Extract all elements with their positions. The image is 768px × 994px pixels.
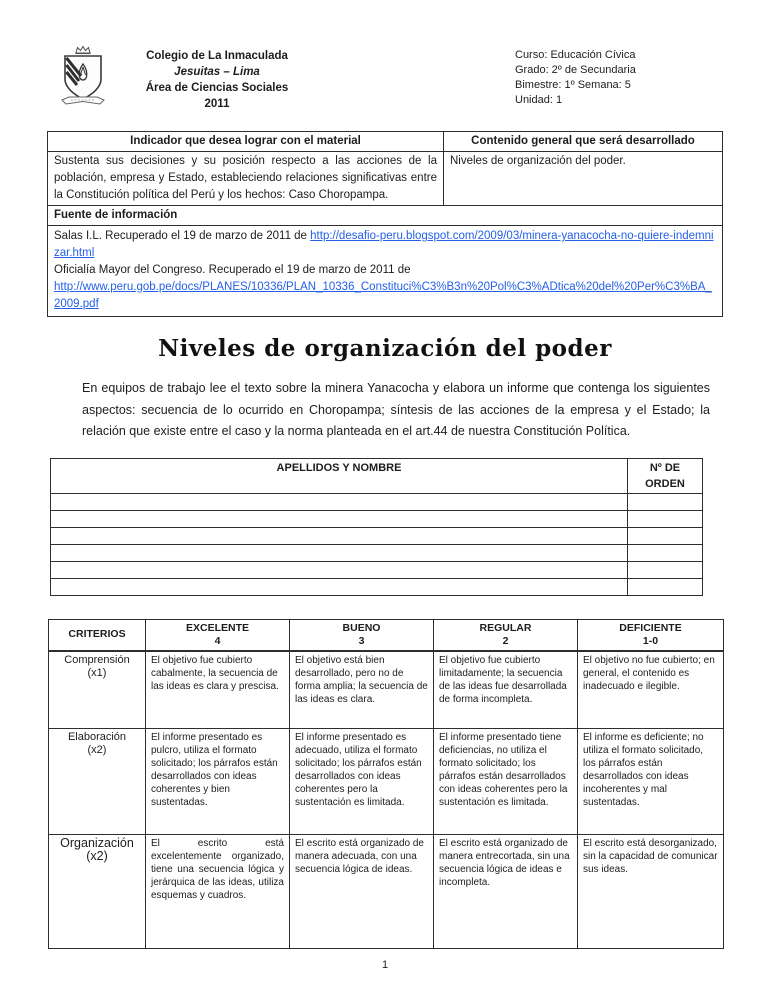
- criterion-label: [49, 651, 146, 729]
- school-year: 2011: [204, 98, 230, 110]
- rubric-cell: El informe presentado es pulcro, utiliza el formato solicitado; los párrafos están desarrollados con ideas coherentes y bien sustentadas.: [146, 729, 290, 835]
- names-empty-row: [51, 561, 703, 578]
- indicator-table-header-row: [48, 132, 723, 152]
- level-score: 2: [502, 634, 509, 647]
- criterion-weight: (x1): [87, 666, 107, 679]
- source1-link[interactable]: http://desafio-peru.blogspot.com/2009/03/minera-yanacocha-no-quiere-indemnizar.html: [54, 230, 714, 259]
- rubric-cell: El escrito está organizado de manera adecuada, con una secuencia lógica de ideas.: [290, 835, 434, 949]
- rubric-cell: El informe presentado es adecuado, utiliza el formato solicitado; los párrafos están desarrollados con ideas coherentes pero la sustentación es limitada.: [290, 729, 434, 835]
- school-text: [117, 44, 317, 112]
- criterion-label: [49, 835, 146, 949]
- rubric-row-organizacion: [49, 835, 724, 949]
- content-column-header: Contenido general que será desarrollado: [444, 132, 723, 152]
- rubric-cell: El objetivo fue cubierto cabalmente, la secuencia de las ideas es clara y prescisa.: [146, 651, 290, 729]
- criterion-label: [49, 729, 146, 835]
- rubric-header-regular: [434, 619, 578, 651]
- order-cell: [628, 527, 703, 544]
- rubric-row-comprension: [49, 651, 724, 729]
- order-cell: [628, 510, 703, 527]
- rubric-cell: El escrito está desorganizado, sin la capacidad de comunicar sus ideas.: [578, 835, 724, 949]
- order-cell: [628, 544, 703, 561]
- document-header: [47, 44, 723, 114]
- school-crest-icon: [57, 44, 109, 110]
- names-table-header-row: [51, 458, 703, 493]
- name-cell: [51, 578, 628, 595]
- names-empty-row: [51, 510, 703, 527]
- rubric-cell: El objetivo está bien desarrollado, pero no de forma amplia; la secuencia de las ideas es clara.: [290, 651, 434, 729]
- sources-header: Fuente de información: [48, 206, 723, 226]
- rubric-cell: El escrito está excelentemente organizado, tiene una secuencia lógica y jerárquica de las ideas, utiliza esquemas y cuadros.: [146, 835, 290, 949]
- names-column-header: APELLIDOS Y NOMBRE: [51, 458, 628, 493]
- source2-text: Oficialía Mayor del Congreso. Recuperado el 19 de marzo de 2011 de: [54, 264, 411, 276]
- sources-header-row: [48, 206, 723, 226]
- rubric-cell: El objetivo no fue cubierto; en general, el contenido es inadecuado e ilegible.: [578, 651, 724, 729]
- names-table: [50, 458, 703, 596]
- name-cell: [51, 510, 628, 527]
- criterion-name: Organización: [60, 836, 134, 850]
- level-label: BUENO: [342, 621, 381, 634]
- rubric-cell: El escrito está organizado de manera entrecortada, sin una secuencia lógica de ideas e incompleta.: [434, 835, 578, 949]
- page-title: Niveles de organización del poder: [158, 335, 612, 362]
- name-cell: [51, 561, 628, 578]
- indicator-table-body-row: [48, 152, 723, 206]
- names-empty-row: [51, 578, 703, 595]
- level-label: DEFICIENTE: [619, 621, 682, 634]
- order-column-header: Nº DE ORDEN: [628, 458, 703, 493]
- school-department: Área de Ciencias Sociales: [145, 82, 289, 94]
- indicator-column-header: Indicador que desea lograr con el material: [48, 132, 444, 152]
- sources-cell: [48, 226, 723, 317]
- source1-text: Salas I.L. Recuperado el 19 de marzo de 2011 de: [54, 230, 311, 242]
- rubric-header-row: [49, 619, 724, 651]
- level-score: 4: [214, 634, 221, 647]
- rubric-header-excelente: [146, 619, 290, 651]
- level-label: EXCELENTE: [185, 621, 249, 634]
- content-text: Niveles de organización del poder.: [444, 152, 723, 206]
- source2-link[interactable]: http://www.peru.gob.pe/docs/PLANES/10336/PLAN_10336_Constituci%C3%B3n%20Pol%C3%ADtica%20del%20Per%C3%BA_2009.pdf: [54, 281, 712, 310]
- school-name: Colegio de La Inmaculada: [146, 50, 288, 62]
- indicator-text: Sustenta sus decisiones y su posición respecto a las acciones de la población, empresa y Estado, estableciendo relaciones significativas entre la Constitución política del Perú y los hechos: Caso Choropampa.: [48, 152, 444, 206]
- criterion-weight: (x2): [87, 744, 107, 756]
- rubric-header-bueno: [290, 619, 434, 651]
- rubric-cell: El informe es deficiente; no utiliza el formato solicitado, los párrafos están desarrollados con ideas incoherentes y mal sustentadas.: [578, 729, 724, 835]
- rubric-header-deficiente: [578, 619, 724, 651]
- order-cell: [628, 561, 703, 578]
- rubric-header-criterios: CRITERIOS: [49, 619, 146, 651]
- grade-line: Grado: 2º de Secundaria: [515, 64, 636, 76]
- rubric-cell: El objetivo fue cubierto limitadamente; la secuencia de las ideas fue desarrollada de forma incompleta.: [434, 651, 578, 729]
- page-number: 1: [381, 959, 389, 971]
- criterion-name: Elaboración: [67, 731, 127, 743]
- school-block: [57, 44, 317, 112]
- sources-row: [48, 226, 723, 317]
- bimester-week-line: Bimestre: 1º Semana: 5: [515, 79, 631, 91]
- names-empty-row: [51, 493, 703, 510]
- order-cell: [628, 493, 703, 510]
- indicator-table: [47, 131, 723, 317]
- level-label: REGULAR: [479, 621, 532, 634]
- criterion-name: Comprensión: [64, 653, 130, 666]
- rubric-cell: El informe presentado tiene deficiencias, no utiliza el formato solicitado; los párrafos están desarrollados con ideas coherentes pero la sustentación es limitada.: [434, 729, 578, 835]
- criterion-weight: (x2): [86, 849, 108, 863]
- rubric-row-elaboracion: [49, 729, 724, 835]
- names-empty-row: [51, 527, 703, 544]
- rubric-table: [48, 619, 724, 950]
- name-cell: [51, 544, 628, 561]
- name-cell: [51, 527, 628, 544]
- level-score: 1-0: [642, 634, 659, 647]
- school-subtitle: Jesuitas – Lima: [174, 66, 260, 78]
- names-empty-row: [51, 544, 703, 561]
- course-line: Curso: Educación Cívica: [515, 49, 636, 61]
- name-cell: [51, 493, 628, 510]
- level-score: 3: [358, 634, 365, 647]
- course-info: [515, 44, 723, 108]
- order-cell: [628, 578, 703, 595]
- instructions-paragraph: En equipos de trabajo lee el texto sobre la minera Yanacocha y elabora un informe que contenga los siguientes aspectos: secuencia de lo ocurrido en Choropampa; síntesis de las acciones de la empresa y el Estado; la relación que existe entre el caso y la norma planteada en el art.44 de nuestra Constitución Política.: [82, 381, 710, 438]
- unit-line: Unidad: 1: [515, 94, 563, 106]
